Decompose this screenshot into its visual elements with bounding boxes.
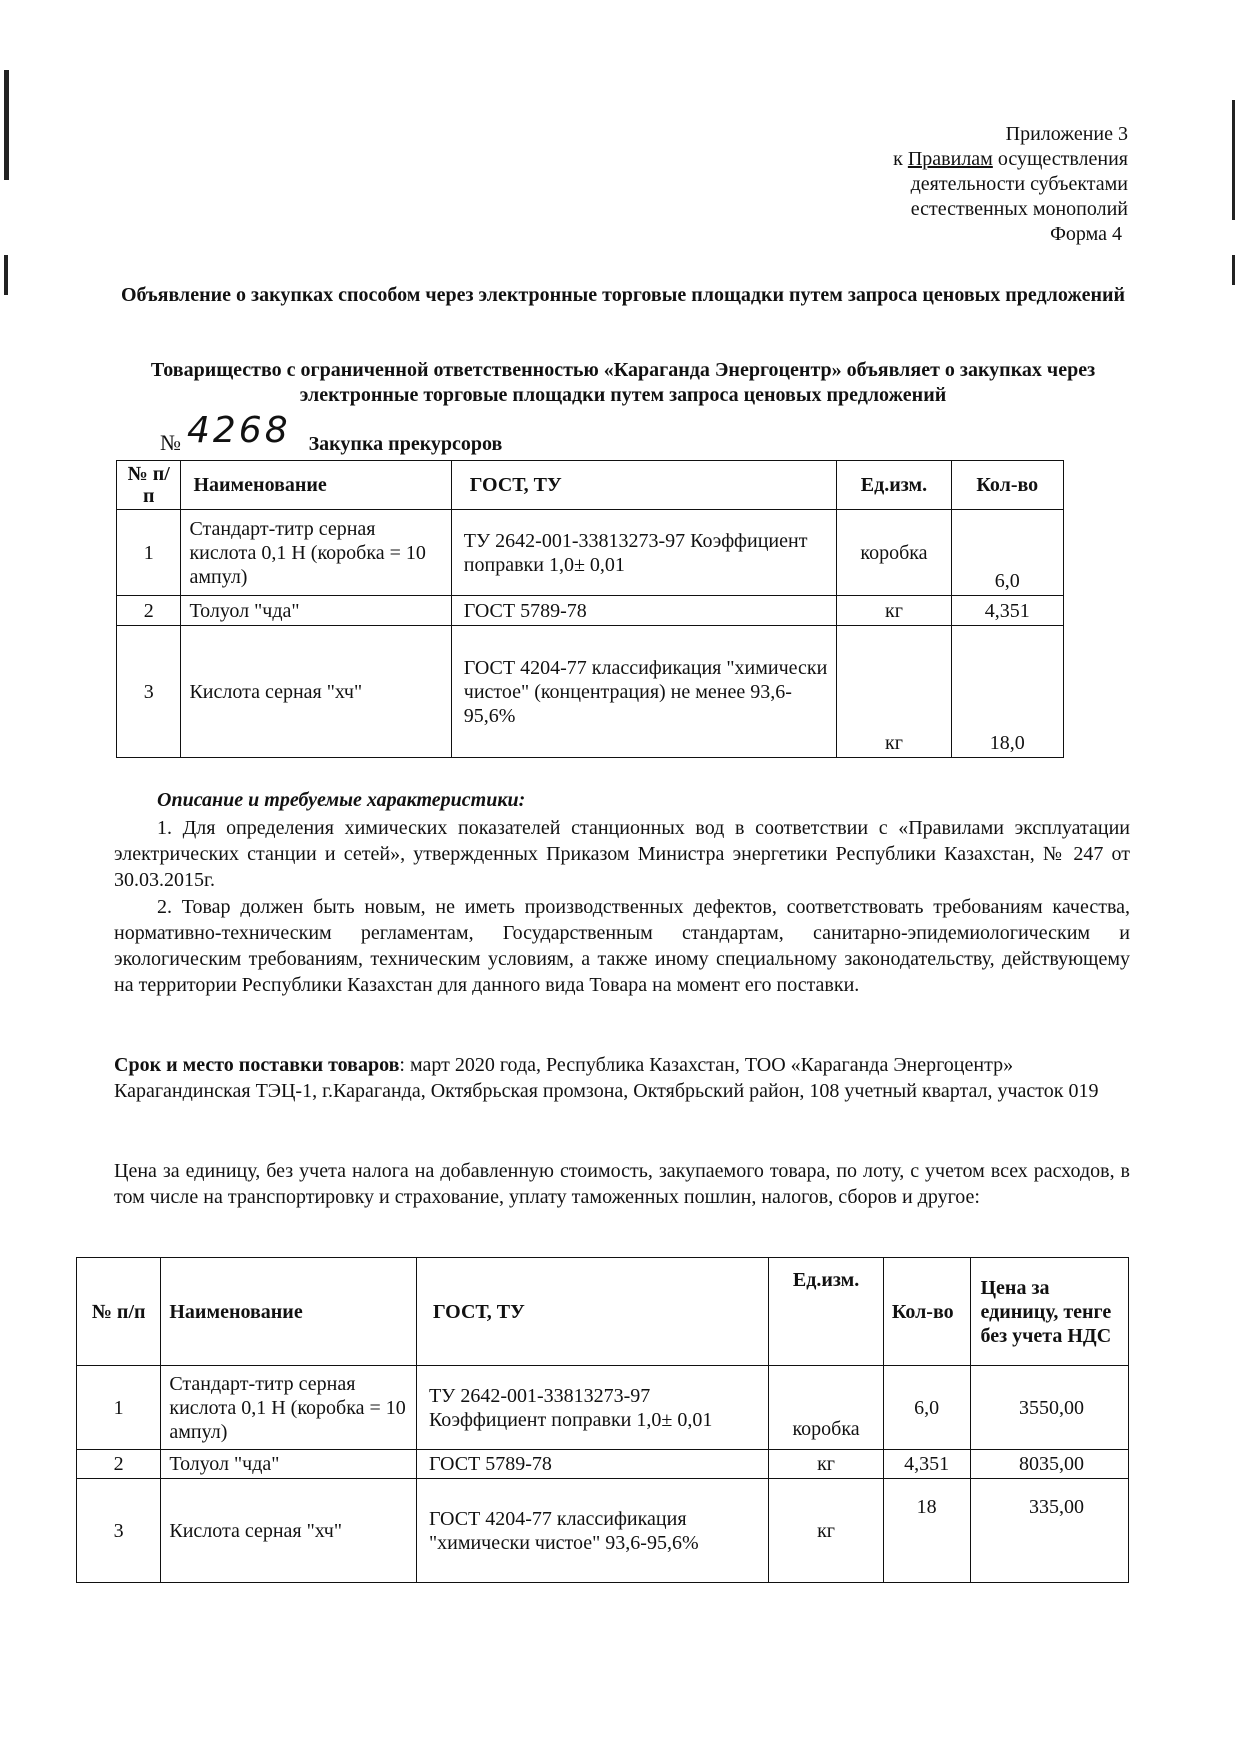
cell-unit: кг [837, 596, 951, 626]
table-row [77, 1450, 1129, 1479]
cell-unit: коробка [769, 1366, 884, 1450]
cell-name: Стандарт-титр серная кислота 0,1 Н (коробка = 10 ампул) [161, 1366, 417, 1450]
lot-number-handwritten: 4268 [187, 410, 291, 451]
appendix-prefix: к [893, 148, 908, 170]
number-sign: № [160, 430, 181, 455]
table-header-row [77, 1258, 1129, 1366]
appendix-line-1: Приложение 3 [1005, 123, 1128, 145]
cell-qty: 18,0 [951, 626, 1063, 758]
cell-gost: ТУ 2642-001-33813273-97 Коэффициент поправки 1,0± 0,01 [451, 510, 837, 596]
cell-qty: 18 [883, 1479, 970, 1583]
cell-unit: кг [837, 626, 951, 758]
header-unit: Ед.изм. [837, 461, 951, 510]
description-heading: Описание и требуемые характеристики: [157, 789, 526, 811]
appendix-line-4: естественных монополий [910, 198, 1128, 220]
cell-num: 2 [117, 596, 181, 626]
items-table [116, 460, 1064, 758]
table-header-row [117, 461, 1064, 510]
delivery-label: Срок и место поставки товаров [114, 1054, 400, 1076]
cell-unit: кг [769, 1479, 884, 1583]
lot-line [160, 410, 503, 459]
cell-num: 1 [77, 1366, 161, 1450]
cell-qty: 4,351 [951, 596, 1063, 626]
delivery-text: : март 2020 года, Республика Казахстан, ТОО «Караганда Энергоцентр» Карагандинская ТЭЦ-1, г.Караганда, Октябрьская промзона, Октябрьский район, 108 учетный квартал, участок 019 [114, 1054, 1099, 1102]
cell-price: 3550,00 [970, 1366, 1129, 1450]
cell-num: 3 [117, 626, 181, 758]
table-row [117, 510, 1064, 596]
cell-name: Толуол "чда" [181, 596, 451, 626]
cell-name: Толуол "чда" [161, 1450, 417, 1479]
cell-price: 8035,00 [970, 1450, 1129, 1479]
cell-gost: ГОСТ 4204-77 классификация "химически чистое" 93,6-95,6% [416, 1479, 768, 1583]
cell-gost: ГОСТ 4204-77 классификация "химически чистое" (концентрация) не менее 93,6-95,6% [451, 626, 837, 758]
cell-qty: 4,351 [883, 1450, 970, 1479]
appendix-line-3: деятельности субъектами [910, 173, 1128, 195]
cell-gost: ГОСТ 5789-78 [451, 596, 837, 626]
cell-unit: кг [769, 1450, 884, 1479]
cell-price: 335,00 [970, 1479, 1129, 1583]
cell-unit: коробка [837, 510, 951, 596]
cell-gost: ГОСТ 5789-78 [416, 1450, 768, 1479]
cell-qty: 6,0 [883, 1366, 970, 1450]
table-row [117, 626, 1064, 758]
header-qty: Кол-во [883, 1258, 970, 1366]
scan-edge-right [1232, 100, 1235, 220]
header-num: № п/п [117, 461, 181, 510]
header-gost: ГОСТ, ТУ [416, 1258, 768, 1366]
rules-link: Правилам [907, 148, 993, 170]
cell-num: 3 [77, 1479, 161, 1583]
header-num: № п/п [77, 1258, 161, 1366]
description-paragraph-2: 2. Товар должен быть новым, не иметь производственных дефектов, соответствовать требованиям качества, нормативно-техническим регламентам, Государственным стандартам, санитарно-эпидемиологическим и экологическим требованиям, техническим условиям, а также иному специальному законодательству, действующему на территории Республики Казахстан для данного вида Товара на момент его поставки. [114, 896, 1130, 996]
header-price: Цена за единицу, тенге без учета НДС [970, 1258, 1129, 1366]
cell-num: 1 [117, 510, 181, 596]
price-note: Цена за единицу, без учета налога на добавленную стоимость, закупаемого товара, по лоту, с учетом всех расходов, в том числе на транспортировку и страхование, уплату таможенных пошлин, налогов, сборов и другое: [114, 1160, 1130, 1208]
table-row [77, 1366, 1129, 1450]
cell-gost: ТУ 2642-001-33813273-97 Коэффициент поправки 1,0± 0,01 [416, 1366, 768, 1450]
organizer-title: Товарищество с ограниченной ответственностью «Караганда Энергоцентр» объявляет о закупках через электронные торговые площадки путем запроса ценовых предложений [150, 359, 1096, 406]
header-name: Наименование [161, 1258, 417, 1366]
lot-label: Закупка прекурсоров [308, 433, 503, 455]
cell-name: Стандарт-титр серная кислота 0,1 Н (коробка = 10 ампул) [181, 510, 451, 596]
appendix-suffix: осуществления [992, 148, 1128, 170]
table-row [117, 596, 1064, 626]
scan-edge-right-2 [1232, 255, 1235, 285]
cell-name: Кислота серная "хч" [181, 626, 451, 758]
form-number: Форма 4 [1050, 223, 1122, 245]
appendix-block [893, 122, 1128, 247]
appendix-line-2 [893, 147, 1128, 172]
scan-edge-left-2 [4, 255, 8, 295]
description-paragraph-1: 1. Для определения химических показателей станционных вод в соответствии с «Правилами эксплуатации электрических станции и сетей», утвержденных Приказом Министра энергетики Республики Казахстан, № 247 от 30.03.2015г. [114, 817, 1130, 891]
announcement-title: Объявление о закупках способом через электронные торговые площадки путем запроса ценовых предложений [120, 284, 1126, 306]
cell-name: Кислота серная "хч" [161, 1479, 417, 1583]
delivery-terms [114, 1052, 1130, 1104]
cell-num: 2 [77, 1450, 161, 1479]
price-table [76, 1257, 1129, 1583]
header-qty: Кол-во [951, 461, 1063, 510]
header-gost: ГОСТ, ТУ [451, 461, 837, 510]
header-unit: Ед.изм. [769, 1258, 884, 1366]
scan-edge-left [4, 70, 9, 180]
header-name: Наименование [181, 461, 451, 510]
table-row [77, 1479, 1129, 1583]
cell-qty: 6,0 [951, 510, 1063, 596]
